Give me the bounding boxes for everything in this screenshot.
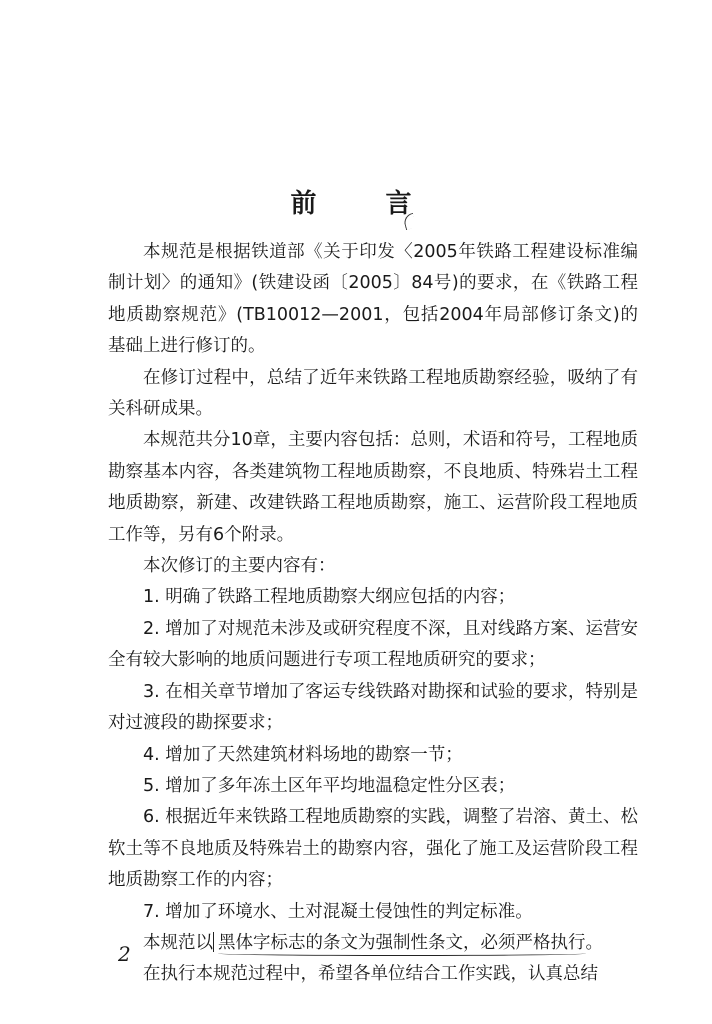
page-title: 前 言: [290, 189, 442, 219]
handwritten-underlined-text: [218, 933, 586, 953]
revision-item-3: 3. 在相关章节增加了客运专线铁路对勘探和试验的要求，特别是对过渡段的勘探要求；: [108, 681, 638, 734]
handwritten-underline-mark: [218, 951, 586, 956]
paragraph-mandatory-clauses: [108, 928, 638, 959]
revision-item-2: 2. 增加了对规范未涉及或研究程度不深，且对线路方案、运营安全有较大影响的地质问题进行专项工程地质研究的要求；: [108, 618, 638, 671]
preface-body: [108, 237, 638, 991]
handwritten-bracket-mark: [213, 932, 217, 952]
revision-item-6: 6. 根据近年来铁路工程地质勘察的实践，调整了岩溶、黄土、松软土等不良地质及特殊岩土的勘察内容，强化了施工及运营阶段工程地质勘察工作的内容；: [108, 807, 638, 891]
mandatory-suffix: 。: [585, 932, 603, 953]
paragraph-revision-process: 在修订过程中，总结了近年来铁路工程地质勘察经验，吸纳了有关科研成果。: [108, 367, 638, 420]
revision-item-5: 5. 增加了多年冻土区年平均地温稳定性分区表；: [143, 775, 516, 796]
page-number: 2: [118, 942, 131, 966]
paragraph-basis: 本规范是根据铁道部《关于印发〈2005年铁路工程建设标准编制计划〉的通知》(铁建设函〔2005〕84号)的要求，在《铁路工程地质勘察规范》(TB10012—2001，包括2004年局部修订条文)的基础上进行修订的。: [108, 242, 638, 357]
revision-item-4: 4. 增加了天然建筑材料场地的勘察一节；: [143, 744, 463, 765]
paragraph-contents: 本规范共分10章，主要内容包括：总则，术语和符号，工程地质勘察基本内容，各类建筑物工程地质勘察，不良地质、特殊岩土工程地质勘察，新建、改建铁路工程地质勘察，施工、运营阶段工程地质工作等，另有6个附录。: [108, 430, 638, 545]
paragraph-main-revisions-intro: 本次修订的主要内容有：: [143, 556, 336, 577]
revision-item-7: 7. 增加了环境水、土对混凝土侵蚀性的判定标准。: [143, 901, 533, 922]
revision-item-1: 1. 明确了铁路工程地质勘察大纲应包括的内容；: [143, 587, 516, 608]
mandatory-prefix: 本规范以: [143, 932, 213, 953]
paragraph-closing: 在执行本规范过程中，希望各单位结合工作实践，认真总结: [143, 964, 598, 985]
mandatory-marked-text: 黑体字标志的条文为强制性条文，必须严格执行: [218, 932, 586, 953]
